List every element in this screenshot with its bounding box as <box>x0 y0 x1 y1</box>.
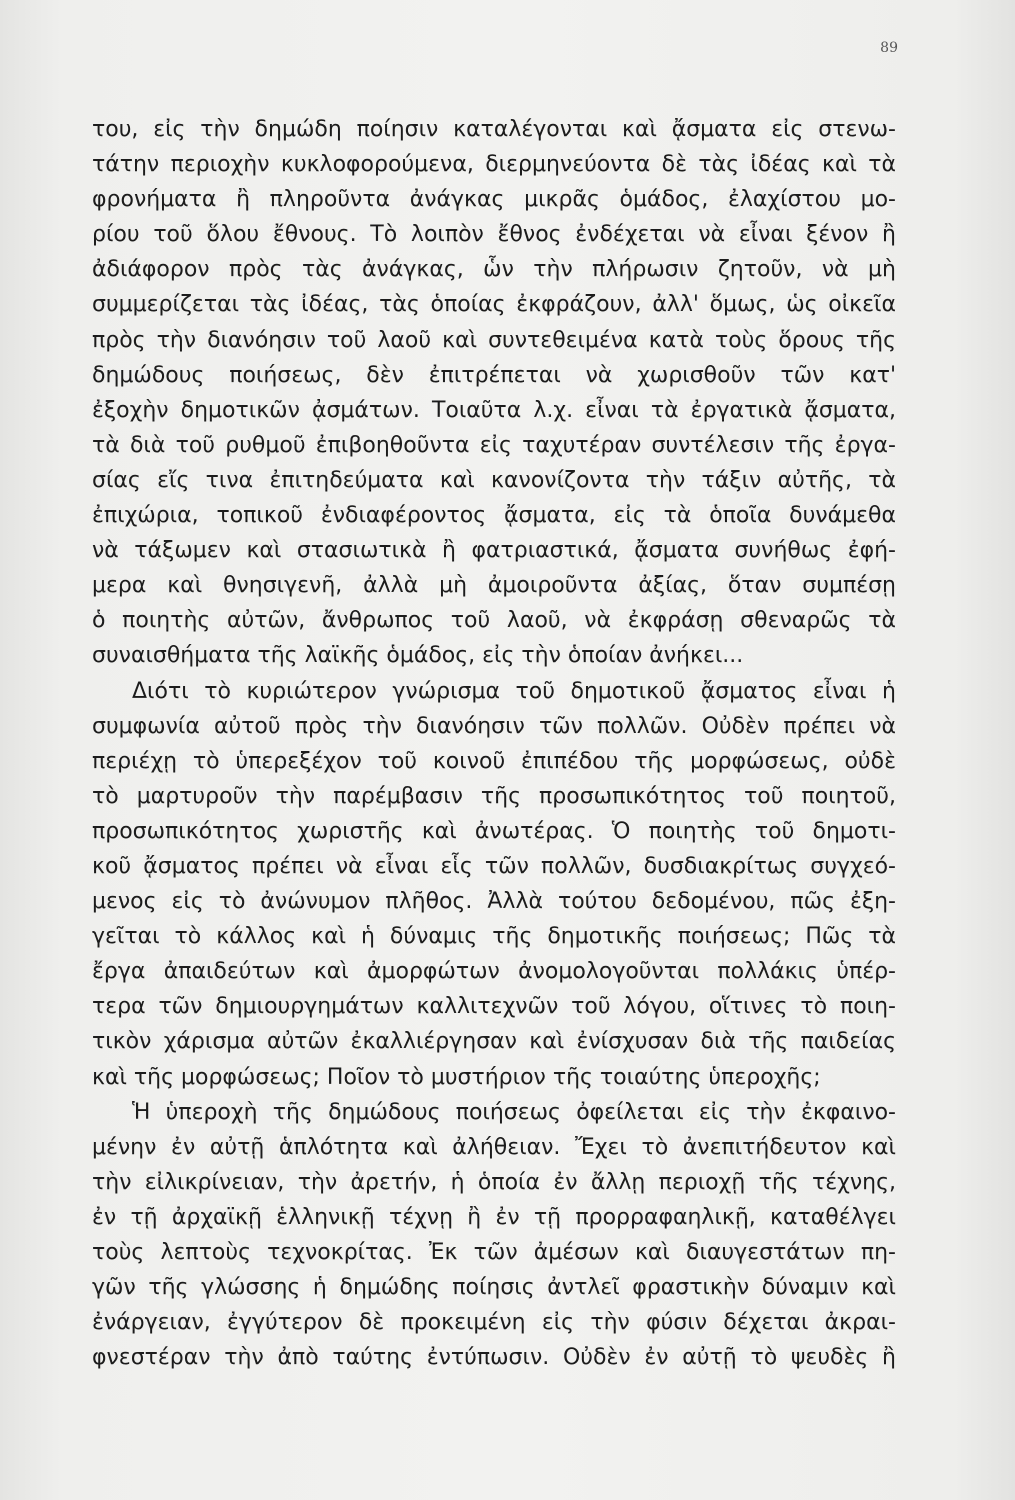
text-line: συμμερίζεται τὰς ἰδέας, τὰς ὁποίας ἐκφράζουν, ἀλλ' ὅμως, ὡς οἰκεῖα <box>92 292 896 318</box>
text-line: μερα καὶ θνησιγενῆ, ἀλλὰ μὴ ἀμοιροῦντα ἀξίας, ὅταν συμπέσῃ <box>92 573 896 599</box>
text-line: πρὸς τὴν διανόησιν τοῦ λαοῦ καὶ συντεθειμένα κατὰ τοὺς ὅρους τῆς <box>92 327 896 353</box>
text-line: ἐν τῇ ἀρχαϊκῇ ἑλληνικῇ τέχνῃ ἢ ἐν τῇ προρραφαηλικῇ, καταθέλγει <box>92 1204 896 1230</box>
text-line: καὶ τῆς μορφώσεως; Ποῖον τὸ μυστήριον τῆς τοιαύτης ὑπεροχῆς; <box>92 1064 821 1090</box>
text-line: τὸ μαρτυροῦν τὴν παρέμβασιν τῆς προσωπικότητος τοῦ ποιητοῦ, <box>92 783 896 809</box>
text-line: συναισθήματα τῆς λαϊκῆς ὁμάδος, εἰς τὴν ὁποίαν ἀνήκει... <box>92 643 744 669</box>
text-line: ἐξοχὴν δημοτικῶν ᾀσμάτων. Τοιαῦτα λ.χ. εἶναι τὰ ἐργατικὰ ᾄσματα, <box>92 397 896 423</box>
text-line: μένην ἐν αὐτῇ ἁπλότητα καὶ ἀλήθειαν. Ἔχει τὸ ἀνεπιτήδευτον καὶ <box>92 1134 896 1160</box>
text-line: ἔργα ἀπαιδεύτων καὶ ἀμορφώτων ἀνομολογοῦνται πολλάκις ὑπέρ- <box>92 959 896 985</box>
text-line: ἐπιχώρια, τοπικοῦ ἐνδιαφέροντος ᾄσματα, εἰς τὰ ὁποῖα δυνάμεθα <box>92 503 896 529</box>
text-line: δημώδους ποιήσεως, δὲν ἐπιτρέπεται νὰ χωρισθοῦν τῶν κατ' <box>92 362 896 388</box>
text-line: τικὸν χάρισμα αὐτῶν ἐκαλλιέργησαν καὶ ἐνίσχυσαν διὰ τῆς παιδείας <box>92 1029 896 1055</box>
text-line: τὴν εἰλικρίνειαν, τὴν ἀρετήν, ἡ ὁποία ἐν ἄλλῃ περιοχῇ τῆς τέχνης, <box>92 1169 896 1195</box>
text-line: μενος εἰς τὸ ἀνώνυμον πλῆθος. Ἀλλὰ τούτου δεδομένου, πῶς ἐξη- <box>92 889 896 915</box>
body-text <box>92 112 896 1375</box>
text-line: προσωπικότητος χωριστῆς καὶ ἀνωτέρας. Ὁ ποιητὴς τοῦ δημοτι- <box>92 818 896 844</box>
text-line: ἀδιάφορον πρὸς τὰς ἀνάγκας, ὧν τὴν πλήρωσιν ζητοῦν, νὰ μὴ <box>92 257 896 283</box>
text-line: ἐνάργειαν, ἐγγύτερον δὲ προκειμένη εἰς τὴν φύσιν δέχεται ἀκραι- <box>92 1310 896 1336</box>
text-line: κοῦ ᾄσματος πρέπει νὰ εἶναι εἷς τῶν πολλῶν, δυσδιακρίτως συγχεό- <box>92 853 896 879</box>
text-line: τοὺς λεπτοὺς τεχνοκρίτας. Ἐκ τῶν ἀμέσων καὶ διαυγεστάτων πη- <box>92 1240 896 1265</box>
text-line: ὁ ποιητὴς αὐτῶν, ἄνθρωπος τοῦ λαοῦ, νὰ ἐκφράσῃ σθεναρῶς τὰ <box>92 608 896 634</box>
text-line: συμφωνία αὐτοῦ πρὸς τὴν διανόησιν τῶν πολλῶν. Οὐδὲν πρέπει νὰ <box>92 713 896 739</box>
text-line: τάτην περιοχὴν κυκλοφορούμενα, διερμηνεύοντα δὲ τὰς ἰδέας καὶ τὰ <box>92 152 896 178</box>
text-line: γεῖται τὸ κάλλος καὶ ἡ δύναμις τῆς δημοτικῆς ποιήσεως; Πῶς τὰ <box>92 924 896 950</box>
text-line: τὰ διὰ τοῦ ρυθμοῦ ἐπιβοηθοῦντα εἰς ταχυτέραν συντέλεσιν τῆς ἐργα- <box>92 432 896 458</box>
text-line: του, εἰς τὴν δημώδη ποίησιν καταλέγονται καὶ ᾄσματα εἰς στενω- <box>92 117 896 142</box>
text-line: τερα τῶν δημιουργημάτων καλλιτεχνῶν τοῦ λόγου, οἵτινες τὸ ποιη- <box>92 994 896 1020</box>
text-line: φρονήματα ἢ πληροῦντα ἀνάγκας μικρᾶς ὁμάδος, ἐλαχίστου μο- <box>92 187 896 213</box>
text-line: σίας εἴς τινα ἐπιτηδεύματα καὶ κανονίζοντα τὴν τάξιν αὐτῆς, τὰ <box>92 467 896 493</box>
text-line: γῶν τῆς γλώσσης ἡ δημώδης ποίησις ἀντλεῖ φραστικὴν δύναμιν καὶ <box>92 1275 896 1301</box>
text-line: φνεστέραν τὴν ἀπὸ ταύτης ἐντύπωσιν. Οὐδὲν ἐν αὐτῇ τὸ ψευδὲς ἢ <box>92 1345 896 1371</box>
text-line: Ἡ ὑπεροχὴ τῆς δημώδους ποιήσεως ὀφείλεται εἰς τὴν ἐκφαινο- <box>132 1099 896 1125</box>
page-number: 89 <box>880 40 898 56</box>
text-line: νὰ τάξωμεν καὶ στασιωτικὰ ἢ φατριαστικά, ᾄσματα συνήθως ἐφή- <box>92 538 896 564</box>
text-line: ρίου τοῦ ὅλου ἔθνους. Τὸ λοιπὸν ἔθνος ἐνδέχεται νὰ εἶναι ξένον ἢ <box>92 222 896 248</box>
text-line: Διότι τὸ κυριώτερον γνώρισμα τοῦ δημοτικοῦ ᾄσματος εἶναι ἡ <box>132 678 896 704</box>
text-line: περιέχῃ τὸ ὑπερεξέχον τοῦ κοινοῦ ἐπιπέδου τῆς μορφώσεως, οὐδὲ <box>92 748 896 774</box>
